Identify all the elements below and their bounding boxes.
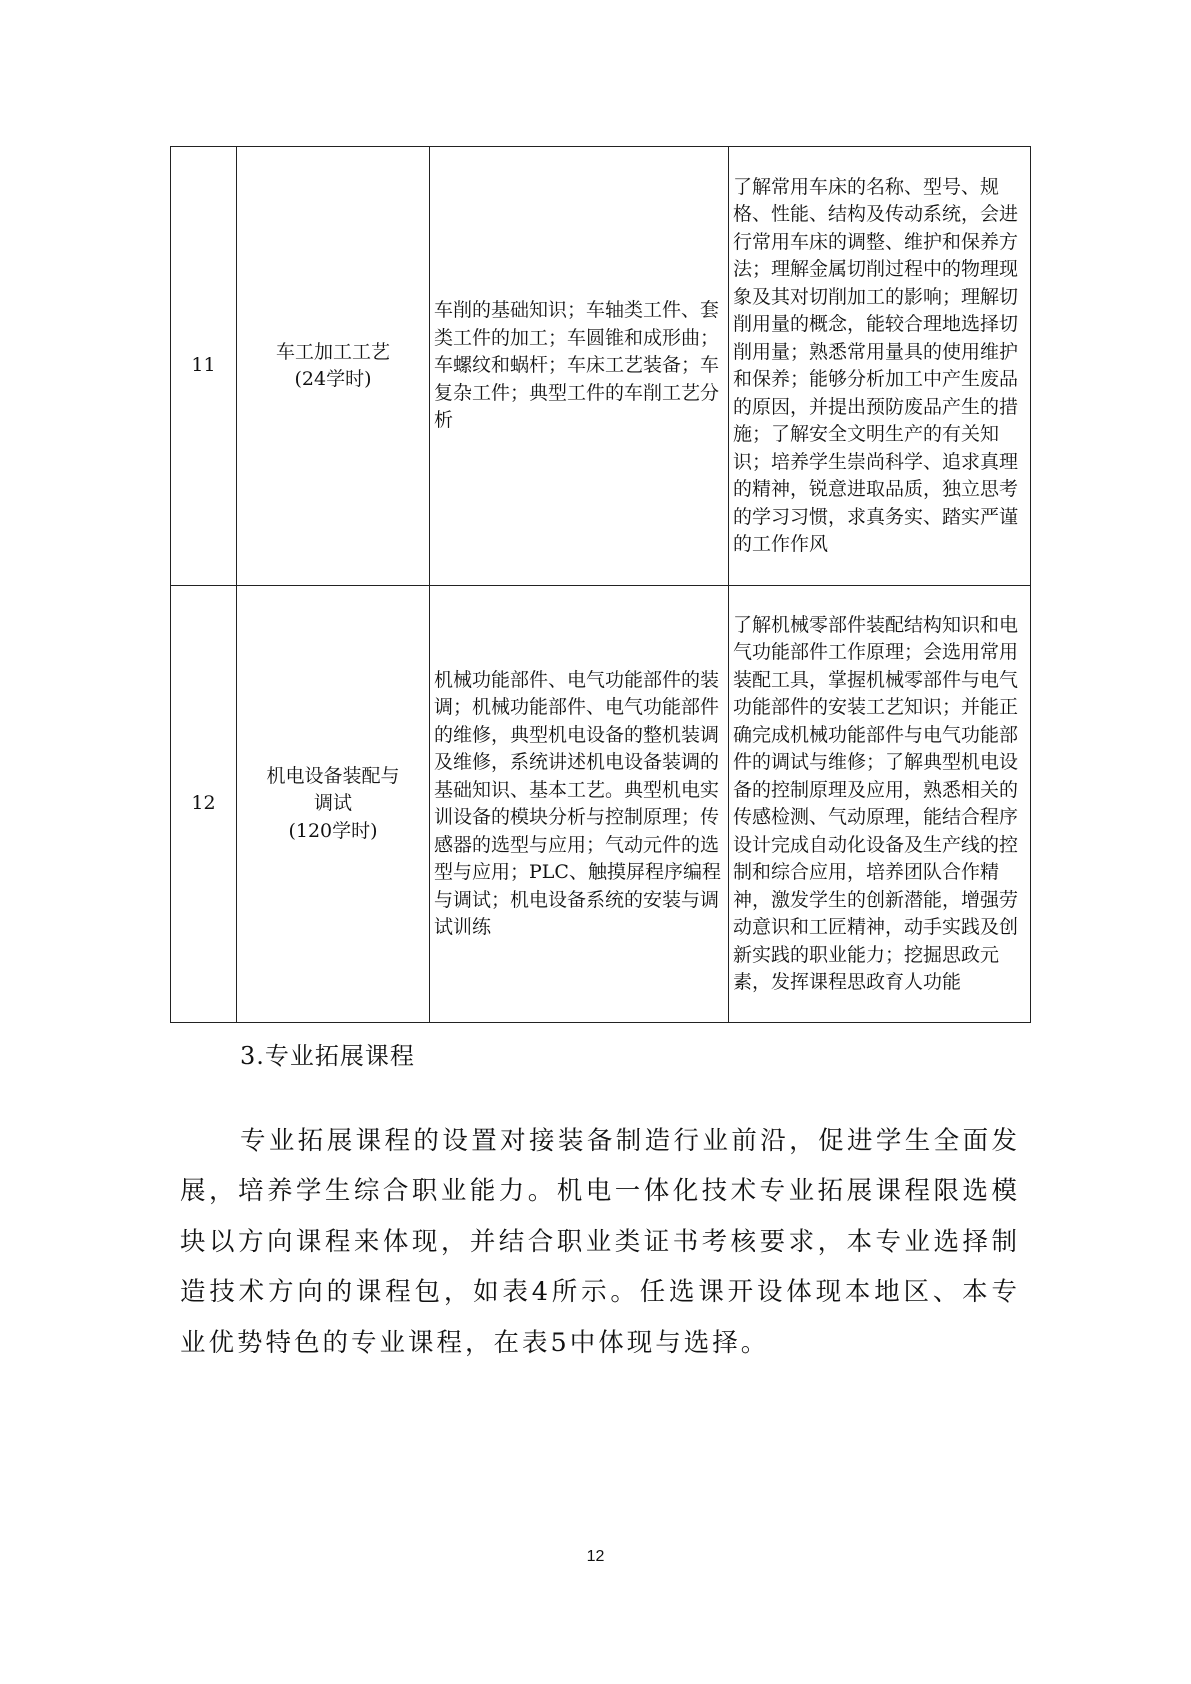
course-goals: 了解机械零部件装配结构知识和电气功能部件工作原理；会选用常用装配工具，掌握机械零部件与电气功能部件的安装工艺知识；并能正确完成机械功能部件与电气功能部件的调试与维修；了解典型机电设备的控制原理及应用，熟悉相关的传感检测、气动原理，能结合程序设计完成自动化设备及生产线的控制和综合应用，培养团队合作精神，激发学生的创新潜能，增强劳动意识和工匠精神，动手实践及创新实践的职业能力；挖掘思政元素，发挥课程思政育人功能: [729, 586, 1031, 1023]
table-row: [171, 586, 1031, 1023]
course-name: 车工加工工艺: [275, 340, 390, 363]
course-hours: (24学时): [294, 368, 372, 390]
course-name-cell: [237, 147, 430, 586]
page-number: 12: [586, 1548, 605, 1565]
section-heading: 3.专业拓展课程: [240, 1042, 415, 1070]
body-paragraph: 专业拓展课程的设置对接装备制造行业前沿，促进学生全面发展，培养学生综合职业能力。机电一体化技术专业拓展课程限选模块以方向课程来体现，并结合职业类证书考核要求，本专业选择制造技术方向的课程包，如表4所示。任选课开设体现本地区、本专业优势特色的专业课程，在表5中体现与选择。: [180, 1125, 1020, 1358]
course-content: 车削的基础知识；车轴类工件、套类工件的加工；车圆锥和成形曲；车螺纹和蜗杆；车床工艺装备；车复杂工件；典型工件的车削工艺分析: [430, 147, 729, 586]
course-number: 12: [171, 586, 237, 1023]
course-table: [170, 146, 1031, 1023]
course-name-cell: [237, 586, 430, 1023]
table-row: [171, 147, 1031, 586]
course-goals: 了解常用车床的名称、型号、规格、性能、结构及传动系统，会进行常用车床的调整、维护和保养方法；理解金属切削过程中的物理现象及其对切削加工的影响；理解切削用量的概念，能较合理地选择切削用量；熟悉常用量具的使用维护和保养；能够分析加工中产生废品的原因，并提出预防废品产生的措施；了解安全文明生产的有关知识；培养学生崇尚科学、追求真理的精神，锐意进取品质，独立思考的学习习惯，求真务实、踏实严谨的工作作风: [729, 147, 1031, 586]
course-number: 11: [171, 147, 237, 586]
course-name-continued: 调试: [313, 792, 352, 815]
course-content: 机械功能部件、电气功能部件的装调；机械功能部件、电气功能部件的维修，典型机电设备的整机装调及维修，系统讲述机电设备装调的基础知识、基本工艺。典型机电实训设备的模块分析与控制原理；传感器的选型与应用；气动元件的选型与应用；PLC、触摸屏程序编程与调试；机电设备系统的安装与调试训练: [430, 586, 729, 1023]
course-hours: (120学时): [288, 819, 378, 842]
course-name: 机电设备装配与: [266, 764, 400, 787]
